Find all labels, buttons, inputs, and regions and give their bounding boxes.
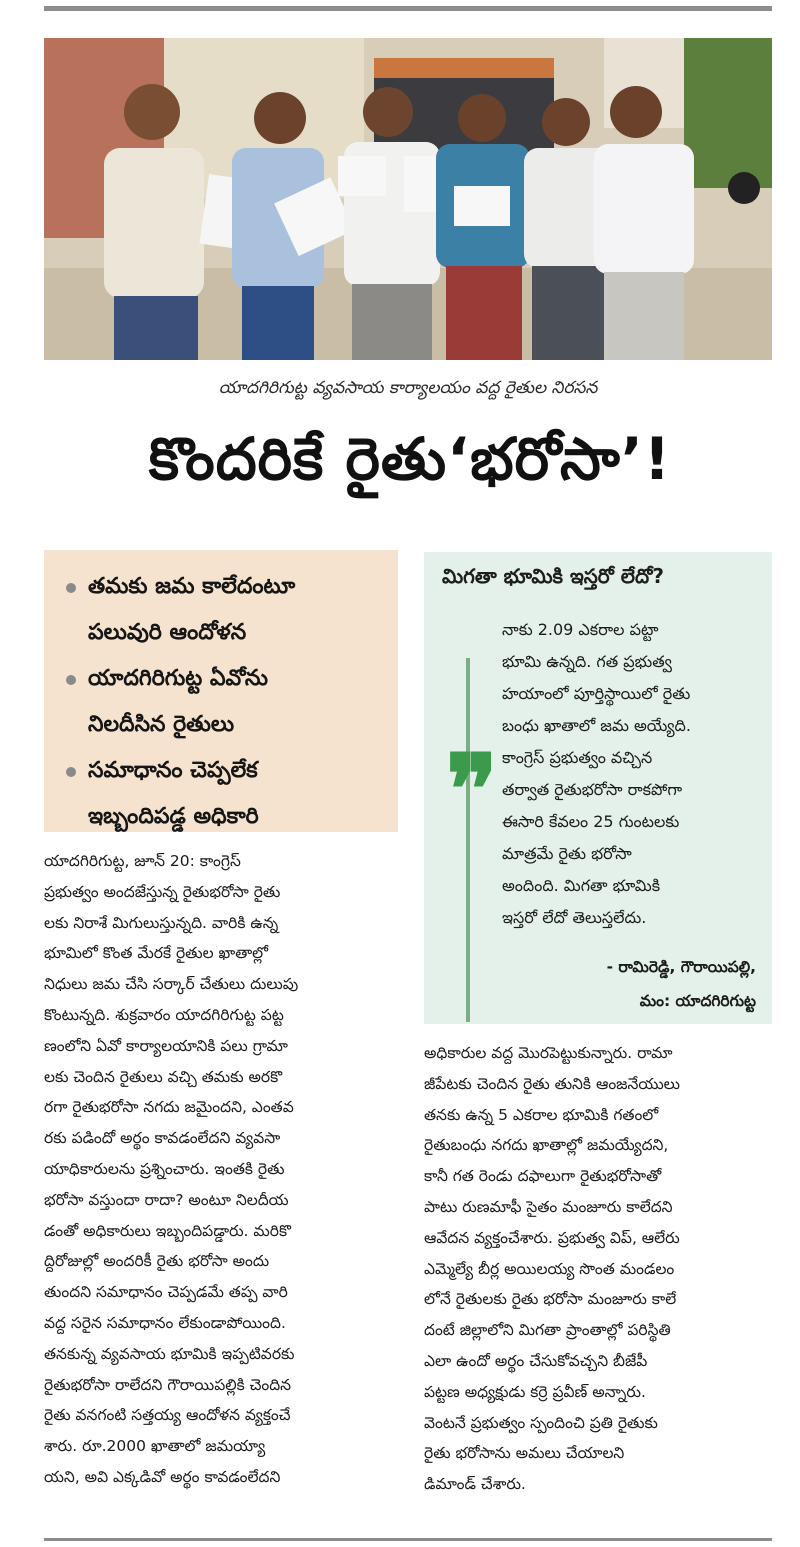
photo-caption: యాదగిరిగుట్ట వ్యవసాయ కార్యాలయం వద్ద రైతుల నిరసన [218,378,598,398]
article-line: భరోసా వస్తుందా రాదా? అంటూ నిలదీయ [44,1190,289,1209]
article-line: వద్ద సరైన సమాధానం లేకుండాపోయింది. [44,1313,286,1332]
news-photo [44,38,772,360]
article-line: కానీ గత రెండు దఫాలుగా రైతుభరోసాతో [424,1167,662,1186]
article-line: నిధులు జమ చేసి సర్కార్ చేతులు దులుపు [44,975,299,994]
article-line: రైతు భరోసాను అమలు చేయాలని [424,1444,625,1463]
quote-box [424,552,772,1024]
article-line: జీపేటకు చెందిన రైతు తునికి ఆంజనేయులు [424,1074,681,1093]
quote-line: అందింది. మిగతా భూమికి [502,876,661,895]
article-line: తుందని సమాధానం చెప్పడమే తప్ప వారి [44,1283,288,1302]
highlight-line: ఇబ్బందిపడ్డ అధికారి [88,804,259,829]
article-line: డంతో అధికారులు ఇబ్బందిపడ్డారు. మరికొ [44,1221,291,1240]
article-line: తనకు ఉన్న 5 ఎకరాల భూమికి గతంలో [424,1105,659,1124]
quote-line: ఇస్తరో లేదో తెలుస్తలేదు. [502,908,647,927]
highlight-item [66,656,386,748]
article-line: రైతుభరోసా రాలేదని గౌరాయిపల్లికి చెందిన [44,1375,292,1394]
article-line: రకు పడిందో అర్థం కావడంలేదని వ్యవసా [44,1129,281,1148]
article-line: వెంటనే ప్రభుత్వం స్పందించి ప్రతి రైతుకు [424,1413,658,1432]
quote-line: నాకు 2.09 ఎకరాల పట్టా [502,620,659,639]
quote-heading: మిగతా భూమికి ఇస్తరో లేదో? [442,564,664,588]
article-line: అధికారుల వద్ద మొరపెట్టుకున్నారు. రామా [424,1044,673,1062]
article-line: యని, అవి ఎక్కడివో అర్థం కావడంలేదని [44,1467,281,1486]
quote-author-place: మం: యాదగిరిగుట్ట [639,992,756,1010]
top-rule [44,6,772,11]
article-line: రైతు వనగంటి సత్తయ్య ఆందోళన వ్యక్తంచే [44,1406,291,1425]
quote-line: భూమి ఉన్నది. గత ప్రభుత్వ [502,652,672,671]
quote-line: మాత్రమే రైతు భరోసా [502,844,632,863]
article-line: యాధికారులను ప్రశ్నించారు. ఇంతకి రైతు [44,1159,285,1178]
article-line: ద్దిరోజుల్లో అందరికీ రైతు భరోసా అందు [44,1252,270,1271]
article-column-left [44,846,398,1493]
highlight-item [66,748,386,840]
highlight-line: తమకు జమ కాలేదంటూ [88,574,296,599]
highlight-line: యాదగిరిగుట్ట ఏవోను [88,666,268,691]
highlight-line: సమాధానం చెప్పలేక [88,758,258,783]
article-line: యాదగిరిగుట్ట, జూన్ 20: కాంగ్రెస్ [44,852,241,870]
highlight-line: పలువురి ఆందోళన [88,620,247,645]
article-line: లకు చెందిన రైతులు వచ్చి తమకు అరకొ [44,1067,283,1086]
article-line: లకు నిరాశే మిగులుస్తున్నది. వారికి ఉన్న [44,913,279,932]
headline: కొందరికే రైతు‘భరోసా’! [148,425,672,493]
article-line: పాటు రుణమాఫీ సైతం మంజూరు కాలేదని [424,1197,673,1216]
bottom-rule [44,1538,772,1541]
highlight-line: నిలదీసిన రైతులు [88,712,235,737]
highlight-item [66,564,386,656]
quote-mark-icon: ❞ [446,733,498,846]
article-line: డిమాండ్ చేశారు. [424,1475,526,1494]
article-line: ణంలోని ఏవో కార్యాలయానికి పలు గ్రామా [44,1036,288,1055]
quote-line: తర్వాత రైతుభరోసా రాకపోగా [502,780,683,799]
article-line: శారు. రూ.2000 ఖాతాలో జమయ్యా [44,1437,266,1456]
article-line: రైతుబంధు నగదు ఖాతాల్లో జమయ్యేదని, [424,1136,669,1155]
quote-author-name: - రామిరెడ్డి, గౌరాయిపల్లి, [606,958,756,976]
article-line: ప్రభుత్వం అందజేస్తున్న రైతుభరోసా రైతు [44,882,281,901]
article-line: ఆవేదన వ్యక్తంచేశారు. ప్రభుత్వ విప్, ఆలేరు [424,1228,680,1247]
article-line: భూమిలో కొంత మేరకే రైతుల ఖాతాల్లో [44,944,269,963]
article-column-right [424,1038,772,1500]
bullet-dot [66,583,76,593]
article-line: పట్టణ అధ్యక్షుడు కర్రె ప్రవీణ్ అన్నారు. [424,1382,646,1401]
quote-line: బంధు ఖాతాలో జమ అయ్యేది. [502,716,691,735]
quote-line: ఈసారి కేవలం 25 గుంటలకు [502,812,680,831]
bullet-dot [66,675,76,685]
bullet-dot [66,767,76,777]
article-line: దంటే జిల్లాలోని మిగతా ప్రాంతాల్లో పరిస్థితి [424,1321,671,1340]
article-line: లోనే రైతులకు రైతు భరోసా మంజూరు కాలే [424,1290,677,1309]
article-line: ఎలా ఉందో అర్థం చేసుకోవచ్చని బీజేపీ [424,1351,648,1370]
quote-line: కాంగ్రెస్ ప్రభుత్వం వచ్చిన [502,748,653,767]
quote-body [502,614,762,934]
article-line: రగా రైతుభరోసా నగదు జమైందని, ఎంతవ [44,1098,294,1117]
highlights-box [44,550,398,832]
quote-author [607,950,756,1018]
article-line: ఎమ్మెల్యే బీర్ల అయిలయ్య సొంత మండలం [424,1259,675,1278]
farmers-protest-photo [44,38,772,360]
quote-line: హయాంలో పూర్తిస్థాయిలో రైతు [502,684,691,703]
article-line: తనకున్న వ్యవసాయ భూమికి ఇప్పటివరకు [44,1344,295,1363]
article-line: కొంటున్నది. శుక్రవారం యాదగిరిగుట్ట పట్ట [44,1005,284,1024]
